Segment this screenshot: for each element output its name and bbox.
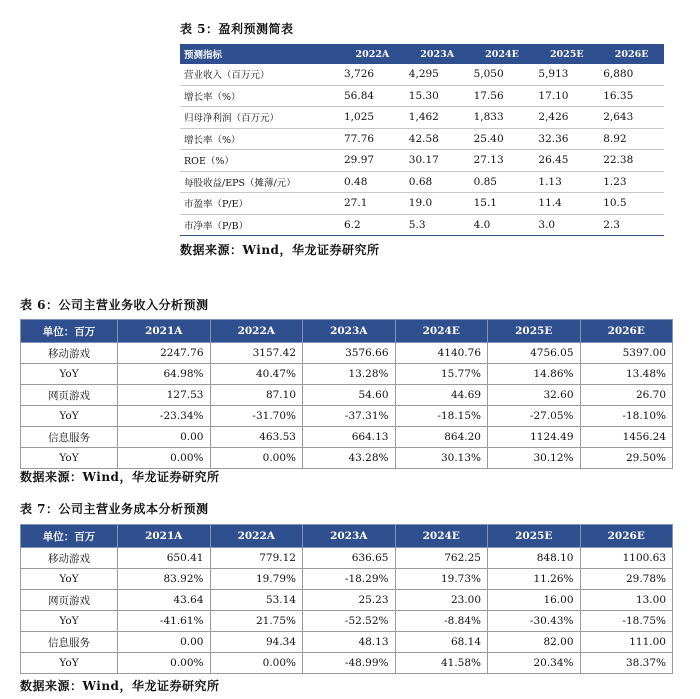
value-cell: -48.99%	[303, 653, 396, 674]
value-cell: 636.65	[303, 548, 396, 569]
value-cell: 17.10	[534, 85, 599, 107]
value-cell: -8.84%	[395, 611, 488, 632]
value-cell: 16.35	[599, 85, 664, 107]
value-cell: 11.4	[534, 193, 599, 215]
value-cell: 664.13	[303, 427, 396, 448]
header-year-cell: 2025E	[488, 525, 581, 548]
table-row	[21, 611, 673, 632]
value-cell: 10.5	[599, 193, 664, 215]
value-cell: 11.26%	[488, 569, 581, 590]
value-cell: 0.00	[118, 427, 211, 448]
value-cell: -31.70%	[210, 406, 303, 427]
value-cell: 848.10	[488, 548, 581, 569]
value-cell: 23.00	[395, 590, 488, 611]
value-cell: 6,880	[599, 64, 664, 85]
table-header-row	[180, 44, 664, 64]
value-cell: 44.69	[395, 385, 488, 406]
value-cell: 83.92%	[118, 569, 211, 590]
value-cell: 3576.66	[303, 343, 396, 364]
value-cell: 43.64	[118, 590, 211, 611]
header-year-cell: 2024E	[470, 44, 535, 64]
table-row	[180, 128, 664, 150]
value-cell: 864.20	[395, 427, 488, 448]
header-year-cell: 2025E	[534, 44, 599, 64]
table-row	[180, 150, 664, 172]
value-cell: 30.17	[405, 150, 470, 172]
table-row	[21, 653, 673, 674]
header-year-cell: 2023A	[303, 320, 396, 343]
table-row	[180, 193, 664, 215]
header-label-cell: 单位：百万	[21, 525, 118, 548]
value-cell: 94.34	[210, 632, 303, 653]
value-cell: 22.38	[599, 150, 664, 172]
row-label-cell: YoY	[21, 364, 118, 385]
row-label-cell: 信息服务	[21, 427, 118, 448]
value-cell: 64.98%	[118, 364, 211, 385]
header-label-cell: 预测指标	[180, 44, 340, 64]
value-cell: 41.58%	[395, 653, 488, 674]
value-cell: 111.00	[580, 632, 673, 653]
row-label-cell: 归母净利润（百万元）	[180, 107, 340, 129]
value-cell: 5,913	[534, 64, 599, 85]
row-label-cell: YoY	[21, 448, 118, 469]
value-cell: 0.68	[405, 171, 470, 193]
value-cell: 25.23	[303, 590, 396, 611]
value-cell: 0.48	[340, 171, 405, 193]
value-cell: 30.13%	[395, 448, 488, 469]
table-row	[180, 171, 664, 193]
header-year-cell: 2023A	[303, 525, 396, 548]
value-cell: 2,426	[534, 107, 599, 129]
value-cell: 77.76	[340, 128, 405, 150]
row-label-cell: 营业收入（百万元）	[180, 64, 340, 85]
value-cell: 56.84	[340, 85, 405, 107]
row-label-cell: 市净率（P/B）	[180, 214, 340, 236]
value-cell: 53.14	[210, 590, 303, 611]
row-label-cell: 市盈率（P/E）	[180, 193, 340, 215]
value-cell: 1100.63	[580, 548, 673, 569]
table-row	[180, 64, 664, 85]
value-cell: 32.36	[534, 128, 599, 150]
value-cell: 2,643	[599, 107, 664, 129]
value-cell: -30.43%	[488, 611, 581, 632]
table5-source: 数据来源：Wind，华龙证券研究所	[180, 243, 380, 257]
value-cell: 1,833	[470, 107, 535, 129]
table-row	[21, 448, 673, 469]
value-cell: 16.00	[488, 590, 581, 611]
header-year-cell: 2026E	[580, 525, 673, 548]
value-cell: 38.37%	[580, 653, 673, 674]
value-cell: 54.60	[303, 385, 396, 406]
value-cell: 15.1	[470, 193, 535, 215]
row-label-cell: YoY	[21, 611, 118, 632]
header-year-cell: 2026E	[599, 44, 664, 64]
value-cell: 4,295	[405, 64, 470, 85]
value-cell: 13.48%	[580, 364, 673, 385]
value-cell: 463.53	[210, 427, 303, 448]
value-cell: 1.13	[534, 171, 599, 193]
value-cell: 0.00%	[210, 448, 303, 469]
value-cell: 15.30	[405, 85, 470, 107]
table-header-row	[21, 525, 673, 548]
value-cell: 650.41	[118, 548, 211, 569]
value-cell: 4.0	[470, 214, 535, 236]
value-cell: 3,726	[340, 64, 405, 85]
table-header-row	[21, 320, 673, 343]
value-cell: 6.2	[340, 214, 405, 236]
value-cell: 25.40	[470, 128, 535, 150]
table6-title: 表 6：公司主营业务收入分析预测	[20, 298, 209, 312]
value-cell: 3157.42	[210, 343, 303, 364]
value-cell: 0.00	[118, 632, 211, 653]
header-year-cell: 2022A	[210, 525, 303, 548]
row-label-cell: 每股收益/EPS（摊薄/元）	[180, 171, 340, 193]
value-cell: -37.31%	[303, 406, 396, 427]
value-cell: 87.10	[210, 385, 303, 406]
value-cell: 127.53	[118, 385, 211, 406]
header-year-cell: 2024E	[395, 525, 488, 548]
value-cell: -18.29%	[303, 569, 396, 590]
value-cell: -18.75%	[580, 611, 673, 632]
table-row	[21, 590, 673, 611]
table-row	[180, 85, 664, 107]
value-cell: 3.0	[534, 214, 599, 236]
value-cell: 19.73%	[395, 569, 488, 590]
value-cell: 27.13	[470, 150, 535, 172]
header-year-cell: 2022A	[340, 44, 405, 64]
header-year-cell: 2026E	[580, 320, 673, 343]
table7-source: 数据来源：Wind，华龙证券研究所	[20, 679, 220, 693]
value-cell: 5397.00	[580, 343, 673, 364]
header-year-cell: 2021A	[118, 525, 211, 548]
value-cell: 5.3	[405, 214, 470, 236]
row-label-cell: 增长率（%）	[180, 85, 340, 107]
value-cell: 32.60	[488, 385, 581, 406]
value-cell: 1124.49	[488, 427, 581, 448]
row-label-cell: ROE（%）	[180, 150, 340, 172]
table-row	[21, 406, 673, 427]
value-cell: 43.28%	[303, 448, 396, 469]
table-row	[180, 107, 664, 129]
value-cell: 26.45	[534, 150, 599, 172]
table-row	[21, 632, 673, 653]
revenue-forecast-table	[20, 319, 673, 469]
value-cell: -18.10%	[580, 406, 673, 427]
value-cell: 0.00%	[118, 448, 211, 469]
header-label-cell: 单位：百万	[21, 320, 118, 343]
value-cell: 19.0	[405, 193, 470, 215]
value-cell: 13.28%	[303, 364, 396, 385]
value-cell: 27.1	[340, 193, 405, 215]
profit-forecast-table	[180, 44, 664, 236]
value-cell: -18.15%	[395, 406, 488, 427]
table-row	[21, 343, 673, 364]
table-row	[21, 364, 673, 385]
value-cell: 5,050	[470, 64, 535, 85]
value-cell: 0.85	[470, 171, 535, 193]
row-label-cell: 移动游戏	[21, 343, 118, 364]
value-cell: 82.00	[488, 632, 581, 653]
value-cell: 26.70	[580, 385, 673, 406]
table-row	[21, 569, 673, 590]
value-cell: 48.13	[303, 632, 396, 653]
row-label-cell: YoY	[21, 406, 118, 427]
value-cell: 40.47%	[210, 364, 303, 385]
header-year-cell: 2024E	[395, 320, 488, 343]
header-year-cell: 2021A	[118, 320, 211, 343]
table6-source: 数据来源：Wind，华龙证券研究所	[20, 470, 220, 484]
value-cell: 17.56	[470, 85, 535, 107]
row-label-cell: YoY	[21, 569, 118, 590]
value-cell: 1,462	[405, 107, 470, 129]
value-cell: 42.58	[405, 128, 470, 150]
value-cell: -41.61%	[118, 611, 211, 632]
header-year-cell: 2025E	[488, 320, 581, 343]
row-label-cell: 移动游戏	[21, 548, 118, 569]
value-cell: 29.50%	[580, 448, 673, 469]
table-row	[21, 548, 673, 569]
value-cell: 4756.05	[488, 343, 581, 364]
value-cell: 2.3	[599, 214, 664, 236]
table5-title: 表 5：盈利预测简表	[180, 22, 294, 36]
table7-title: 表 7：公司主营业务成本分析预测	[20, 502, 209, 516]
value-cell: -23.34%	[118, 406, 211, 427]
value-cell: 21.75%	[210, 611, 303, 632]
value-cell: 779.12	[210, 548, 303, 569]
value-cell: 762.25	[395, 548, 488, 569]
value-cell: -52.52%	[303, 611, 396, 632]
row-label-cell: 网页游戏	[21, 590, 118, 611]
value-cell: 68.14	[395, 632, 488, 653]
value-cell: 4140.76	[395, 343, 488, 364]
cost-forecast-table	[20, 524, 673, 674]
table-row	[180, 214, 664, 236]
value-cell: -27.05%	[488, 406, 581, 427]
header-year-cell: 2022A	[210, 320, 303, 343]
value-cell: 30.12%	[488, 448, 581, 469]
row-label-cell: YoY	[21, 653, 118, 674]
value-cell: 1.23	[599, 171, 664, 193]
value-cell: 19.79%	[210, 569, 303, 590]
value-cell: 1,025	[340, 107, 405, 129]
row-label-cell: 网页游戏	[21, 385, 118, 406]
value-cell: 14.86%	[488, 364, 581, 385]
value-cell: 13.00	[580, 590, 673, 611]
row-label-cell: 信息服务	[21, 632, 118, 653]
value-cell: 8.92	[599, 128, 664, 150]
table-row	[21, 427, 673, 448]
header-year-cell: 2023A	[405, 44, 470, 64]
value-cell: 15.77%	[395, 364, 488, 385]
value-cell: 29.78%	[580, 569, 673, 590]
value-cell: 0.00%	[118, 653, 211, 674]
row-label-cell: 增长率（%）	[180, 128, 340, 150]
table-row	[21, 385, 673, 406]
value-cell: 29.97	[340, 150, 405, 172]
value-cell: 0.00%	[210, 653, 303, 674]
value-cell: 20.34%	[488, 653, 581, 674]
value-cell: 2247.76	[118, 343, 211, 364]
value-cell: 1456.24	[580, 427, 673, 448]
